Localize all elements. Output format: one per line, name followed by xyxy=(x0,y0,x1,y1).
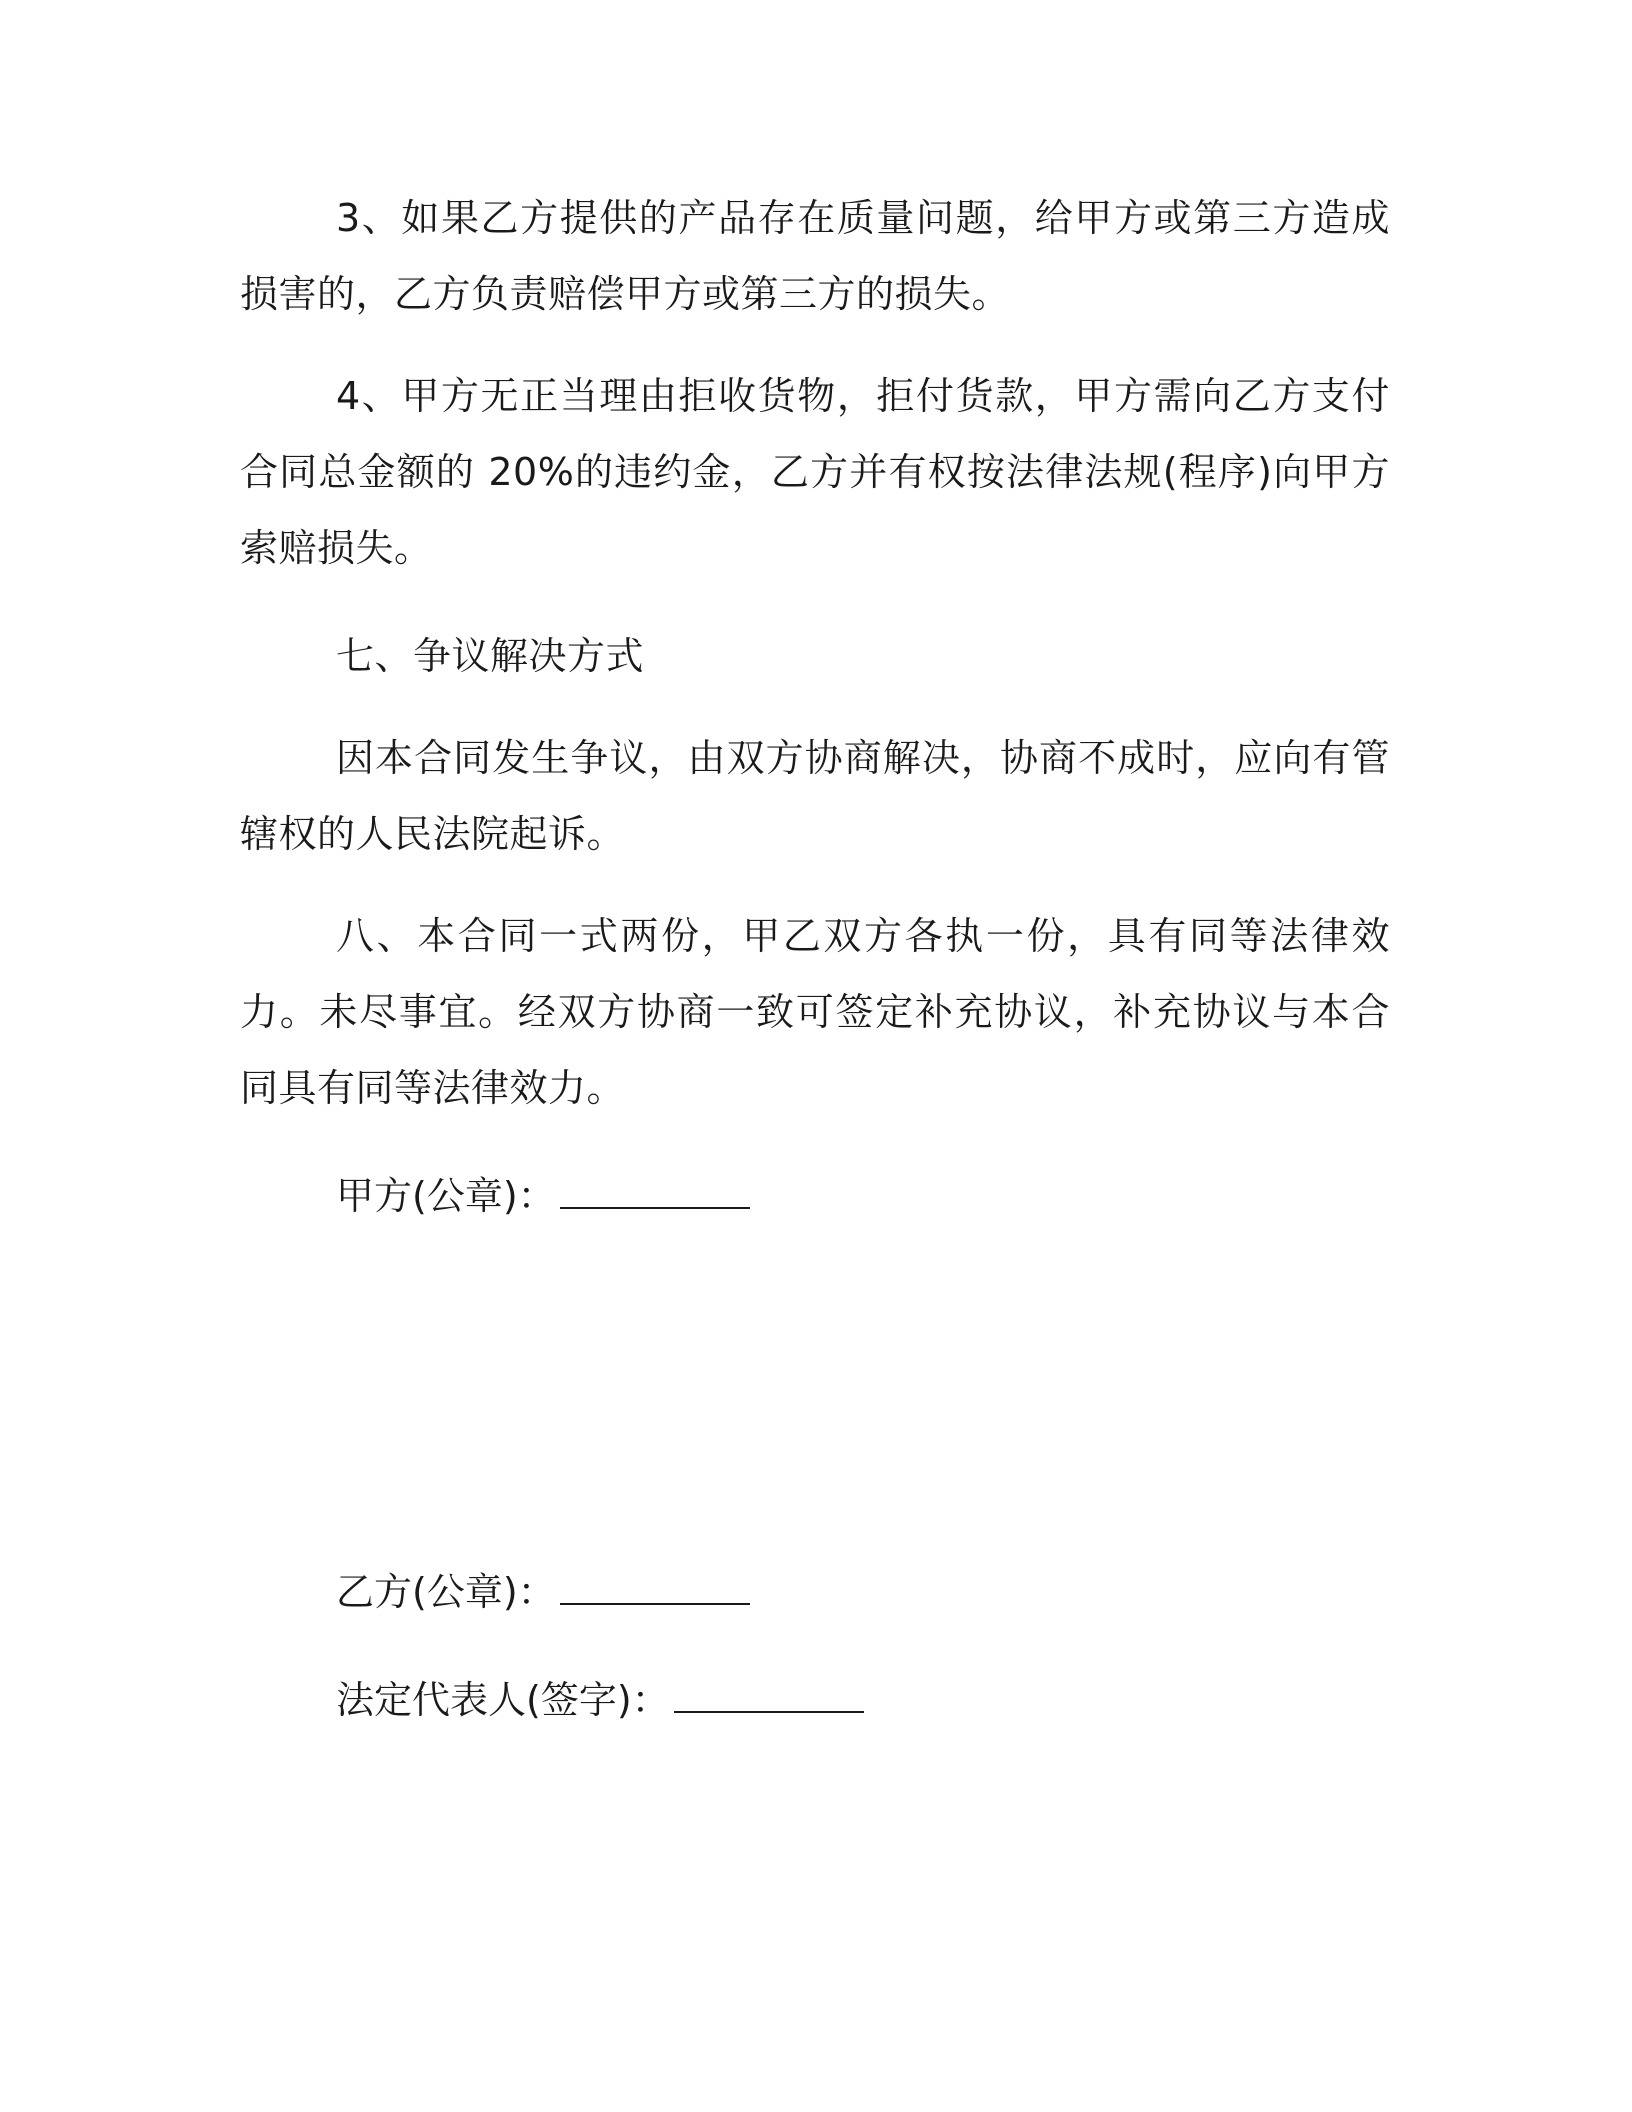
party-a-label: 甲方(公章)： xyxy=(336,1174,556,1218)
party-b-blank xyxy=(560,1563,750,1605)
section-7-body: 因本合同发生争议，由双方协商解决，协商不成时，应向有管辖权的人民法院起诉。 xyxy=(240,736,1390,856)
party-a-blank xyxy=(560,1167,750,1209)
legal-rep-signature-line xyxy=(336,1662,864,1738)
party-b-label: 乙方(公章)： xyxy=(336,1570,556,1614)
section-8: 八、本合同一式两份，甲乙双方各执一份，具有同等法律效力。未尽事宜。经双方协商一致可签定补充协议，补充协议与本合同具有同等法律效力。 xyxy=(240,914,1390,1110)
clause-3: 3、如果乙方提供的产品存在质量问题，给甲方或第三方造成损害的，乙方负责赔偿甲方或第三方的损失。 xyxy=(240,196,1390,316)
clause-4: 4、甲方无正当理由拒收货物，拒付货款，甲方需向乙方支付合同总金额的 20%的违约金，乙方并有权按法律法规(程序)向甲方索赔损失。 xyxy=(240,374,1390,570)
legal-rep-label: 法定代表人(签字)： xyxy=(336,1678,670,1722)
party-b-signature-line xyxy=(336,1554,750,1630)
section-7-title: 七、争议解决方式 xyxy=(336,634,645,678)
legal-rep-blank xyxy=(674,1671,864,1713)
party-a-signature-line xyxy=(336,1158,750,1234)
